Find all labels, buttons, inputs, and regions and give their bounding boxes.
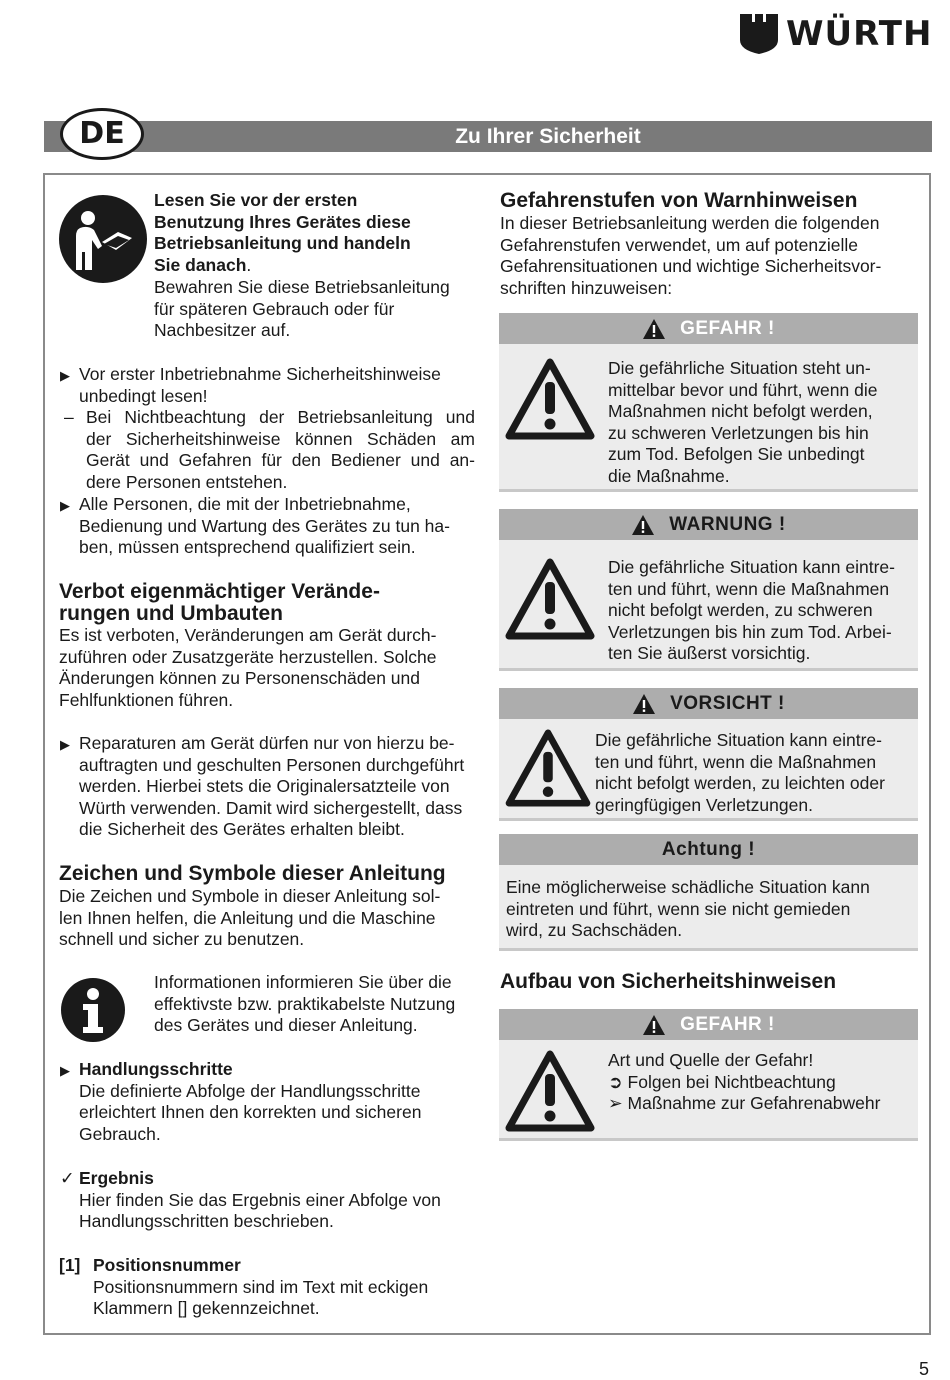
warning-triangle-large-icon bbox=[505, 729, 591, 807]
achtung-header: Achtung ! bbox=[499, 834, 918, 865]
consequence-arrow-icon: ➲ bbox=[608, 1071, 623, 1092]
handlung-block: Handlungsschritte Die definierte Abfolge der Handlungsschritte erleichtert Ihnen den korrekten und sicheren Gebrauch. bbox=[79, 1059, 422, 1144]
gefahrenstufen-text: In dieser Betriebsanleitung werden die folgenden Gefahrenstufen verwendet, um auf potenzielle Gefahrensituationen und wichtige Sicherheitsvor- schriften hinzuweisen: bbox=[500, 213, 882, 298]
warning-triangle-large-icon bbox=[505, 358, 595, 440]
measure-arrow-icon: ➢ bbox=[608, 1093, 623, 1114]
heading-zeichen: Zeichen und Symbole dieser Anleitung bbox=[59, 862, 446, 885]
warnung-body: Die gefährliche Situation kann eintre- ten und führt, wenn die Maßnahmen nicht befolgt werden, zu schweren Verletzungen bis hin zum Tod. Arbei- ten Sie äußerst vorsichtig. bbox=[499, 540, 918, 671]
bullet-triangle: ▶ bbox=[60, 368, 70, 383]
warning-triangle-icon bbox=[642, 1014, 666, 1036]
aufbau-body: Art und Quelle der Gefahr! ➲ Folgen bei Nichtbeachtung ➢ Maßnahme zur Gefahrenabwehr bbox=[499, 1040, 918, 1141]
bullet-triangle: ▶ bbox=[60, 1063, 70, 1078]
info-icon bbox=[60, 977, 126, 1048]
bullet-text-2: Alle Personen, die mit der Inbetriebnahme, Bedienung und Wartung des Gerätes zu tun ha- ben, müssen entsprechend qualifiziert sein. bbox=[79, 494, 450, 558]
logo-text: WÜRTH bbox=[786, 14, 933, 54]
bullet-triangle: ▶ bbox=[60, 498, 70, 513]
aufbau-gefahr-header: GEFAHR ! bbox=[499, 1009, 918, 1040]
heading-verbot: Verbot eigenmächtiger Verände- rungen und Umbauten bbox=[59, 580, 380, 625]
warning-triangle-icon bbox=[632, 693, 656, 715]
bullet-text-1: Vor erster Inbetriebnahme Sicherheitshinweise unbedingt lesen! bbox=[79, 364, 441, 406]
bullet-text-3: Reparaturen am Gerät dürfen nur von hierzu be- auftragten und geschulten Personen durchgeführt werden. Hierbei stets die Originalersatzteile von Würth verwenden. Damit wird sichergestellt, dass die Sicherheit des Gerätes erhalten bleibt. bbox=[79, 733, 465, 840]
section-title: Zu Ihrer Sicherheit bbox=[455, 125, 641, 148]
section-header-band bbox=[44, 121, 932, 152]
warning-triangle-icon bbox=[631, 514, 655, 536]
warnung-header: WARNUNG ! bbox=[499, 509, 918, 540]
bullet-triangle: ▶ bbox=[60, 737, 70, 752]
page-number: 5 bbox=[919, 1359, 930, 1379]
warning-triangle-large-icon bbox=[505, 1050, 595, 1132]
zeichen-text: Die Zeichen und Symbole in dieser Anleitung sol- len Ihnen helfen, die Anleitung und die Maschine schnell und sicher zu benutzen. bbox=[59, 886, 441, 950]
wurth-logo-icon bbox=[740, 14, 778, 54]
vorsicht-body: Die gefährliche Situation kann eintre- ten und führt, wenn die Maßnahmen nicht befolgt werden, zu leichten oder geringfügigen Verletzungen. bbox=[499, 719, 918, 821]
intro-text: Bewahren Sie diese Betriebsanleitung für späteren Gebrauch oder für Nachbesitzer auf. bbox=[154, 277, 450, 341]
ergebnis-block: Ergebnis Hier finden Sie das Ergebnis einer Abfolge von Handlungsschritten beschrieben. bbox=[79, 1168, 441, 1232]
info-text: Informationen informieren Sie über die effektivste bzw. praktikabelste Nutzung des Gerätes und dieser Anleitung. bbox=[154, 972, 456, 1036]
dash-marker: – bbox=[64, 407, 74, 427]
achtung-body: Eine möglicherweise schädliche Situation kann eintreten und führt, wenn sie nicht gemieden wird, zu Sachschäden. bbox=[499, 865, 918, 951]
position-block: Positionsnummer Positionsnummern sind im Text mit eckigen Klammern [] gekennzeichnet. bbox=[93, 1255, 429, 1319]
read-manual-icon bbox=[58, 194, 148, 289]
heading-aufbau: Aufbau von Sicherheitshinweisen bbox=[500, 970, 837, 993]
language-badge: DE bbox=[60, 108, 144, 160]
gefahr-body: Die gefährliche Situation steht un- mittelbar bevor und führt, wenn die Maßnahmen nicht befolgt werden, zu schweren Verletzungen bis hin zum Tod. Befolgen Sie unbedingt die Maßnahme. bbox=[499, 344, 918, 492]
intro-bold-text: Lesen Sie vor der ersten Benutzung Ihres Gerätes diese Betriebsanleitung und handeln Sie danach. bbox=[154, 190, 411, 275]
check-icon: ✓ bbox=[60, 1168, 75, 1188]
wurth-logo bbox=[740, 12, 932, 56]
gefahr-header: GEFAHR ! bbox=[499, 313, 918, 344]
position-marker: [1] bbox=[59, 1255, 81, 1275]
heading-gefahrenstufen: Gefahrenstufen von Warnhinweisen bbox=[500, 189, 858, 212]
warning-triangle-large-icon bbox=[505, 558, 595, 640]
dash-text-1: Bei Nichtbeachtung der Betriebsanleitung und der Sicherheitshinweise können Schäden am Gerät und Gefahren für den Bediener und an- dere Personen entstehen. bbox=[86, 407, 475, 492]
verbot-text: Es ist verboten, Veränderungen am Gerät durch- zuführen oder Zusatzgeräte herzustellen. Solche Änderungen können zu Personenschäden und Fehlfunktionen führen. bbox=[59, 625, 437, 710]
warning-triangle-icon bbox=[642, 318, 666, 340]
vorsicht-header: VORSICHT ! bbox=[499, 688, 918, 719]
